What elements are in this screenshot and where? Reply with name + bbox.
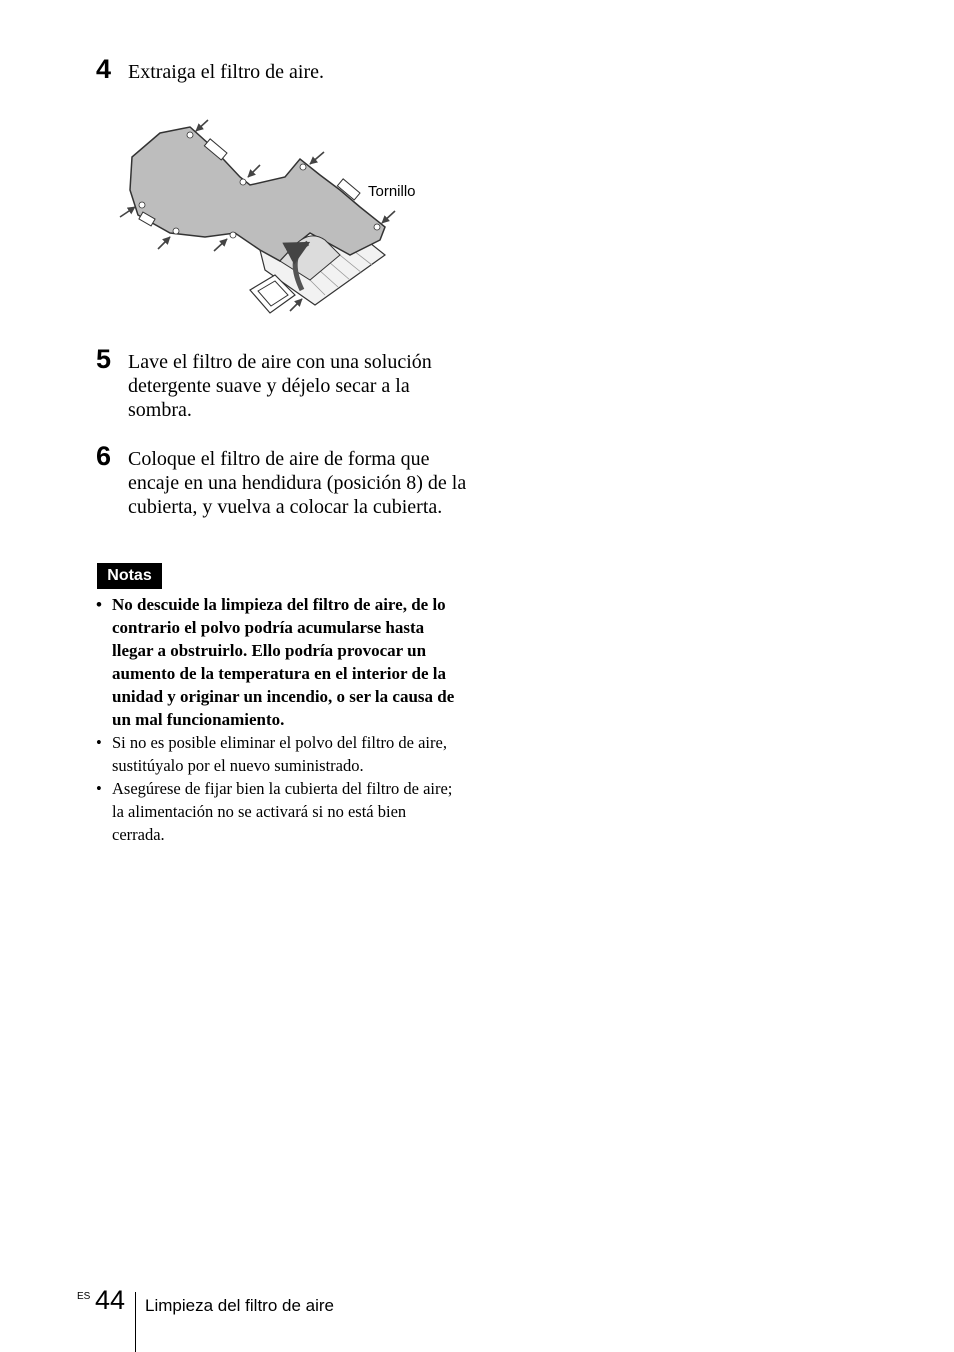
step-text: Lave el filtro de aire con una solución detergente suave y déjelo secar a la sombra. (128, 351, 432, 421)
air-filter-illustration (110, 115, 450, 330)
footer-language: ES (77, 1291, 91, 1302)
bullet: • (96, 595, 102, 614)
step-number: 6 (96, 441, 112, 471)
note-text: Asegúrese de fijar bien la cubierta del filtro de aire; la alimentación no se activará si no está bien cerrada. (112, 779, 453, 844)
notes-label: Notas (97, 563, 162, 589)
bullet: • (96, 733, 102, 752)
step-number: 4 (96, 54, 112, 84)
page-number: 44 (95, 1285, 126, 1315)
step-number: 5 (96, 344, 112, 374)
step-text: Extraiga el filtro de aire. (128, 61, 325, 83)
note-text: No descuide la limpieza del filtro de aire, de lo contrario el polvo podría acumularse hasta llegar a obstruirlo. Ello podría provocar un aumento de la temperatura en el interior de la unidad y originar un incendio, o ser la causa de un mal funcionamiento. (112, 595, 455, 729)
footer-divider (135, 1292, 136, 1352)
step-text: Coloque el filtro de aire de forma que encaje en una hendidura (posición 8) de la cubierta, y vuelva a colocar la cubierta. (128, 448, 467, 518)
list-item (96, 777, 461, 846)
note-text: Si no es posible eliminar el polvo del filtro de aire, sustitúyalo por el nuevo suministrado. (112, 733, 447, 775)
bullet: • (96, 779, 102, 798)
notes-list (96, 593, 461, 846)
footer-section-title: Limpieza del filtro de aire (145, 1296, 334, 1315)
list-item (96, 593, 461, 731)
screw-callout: Tornillo (368, 183, 416, 200)
list-item (96, 731, 461, 777)
